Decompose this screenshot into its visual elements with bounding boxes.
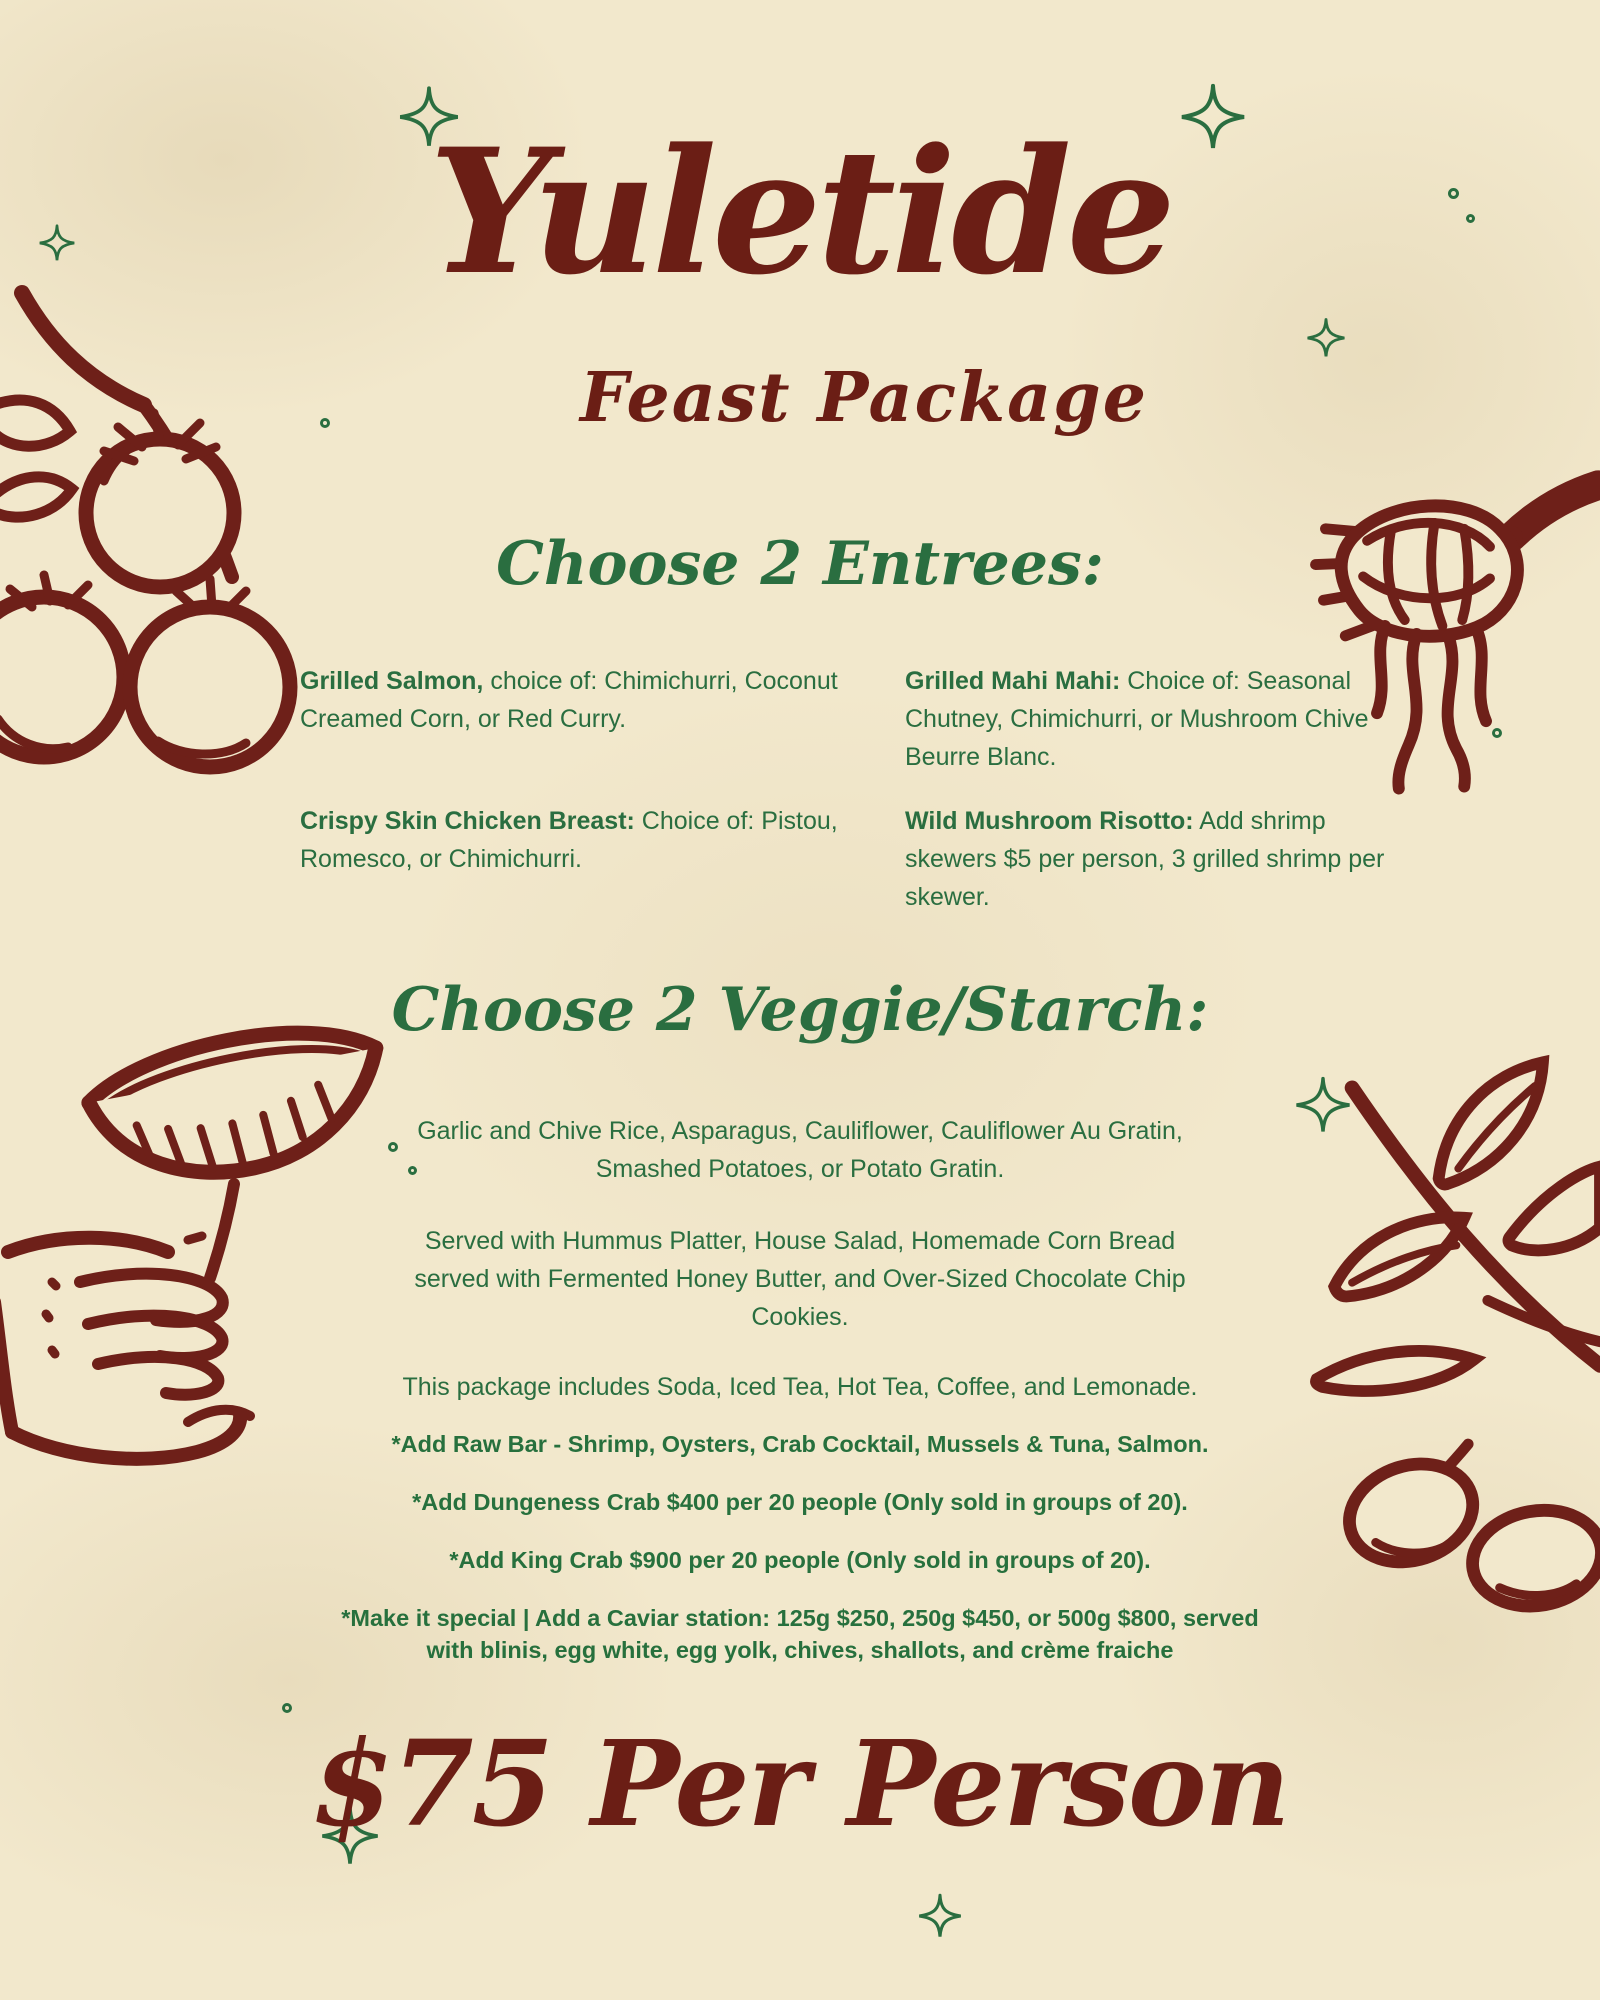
page-title: Yuletide [428, 110, 1172, 313]
addon-dungeness-crab: *Add Dungeness Crab $400 per 20 people (Only sold in groups of 20). [412, 1489, 1188, 1515]
addon-raw-bar: *Add Raw Bar - Shrimp, Oysters, Crab Cocktail, Mussels & Tuna, Salmon. [391, 1431, 1209, 1457]
entrees-list [300, 662, 1405, 916]
page-subtitle: Feast Package [579, 358, 1148, 438]
entree-name: Crispy Skin Chicken Breast: [300, 807, 635, 835]
veggie-options-line: Garlic and Chive Rice, Asparagus, Cauliflower, Cauliflower Au Gratin, Smashed Potatoes, or Potato Gratin. [417, 1117, 1183, 1183]
entree-desc: choice of: Chimichurri, Coconut Creamed Corn, or Red Curry. [300, 667, 838, 733]
tomatoes-illustration [0, 285, 312, 765]
entree-item-wild-mushroom-risotto [905, 802, 1405, 916]
sparkle-icon [922, 1898, 958, 1934]
entree-item-crispy-skin-chicken [300, 802, 845, 916]
entree-name: Grilled Mahi Mahi: [905, 667, 1121, 695]
veggie-starch-heading: Choose 2 Veggie/Starch: [391, 975, 1209, 1045]
entree-name: Grilled Salmon, [300, 667, 484, 695]
served-with-line: Served with Hummus Platter, House Salad, Homemade Corn Bread served with Fermented Honey Butter, and Over-Sized Chocolate Chip Cookies. [414, 1227, 1186, 1331]
entree-desc: Choice of: Seasonal Chutney, Chimichurri, or Mushroom Chive Beurre Blanc. [905, 667, 1369, 771]
entrees-heading: Choose 2 Entrees: [496, 529, 1104, 599]
entree-desc: Add shrimp skewers $5 per person, 3 grilled shrimp per skewer. [905, 807, 1385, 911]
price-per-person: $75 Per Person [311, 1714, 1289, 1853]
entree-item-grilled-mahi-mahi [905, 662, 1405, 776]
dot-icon [282, 1703, 292, 1713]
entree-item-grilled-salmon [300, 662, 845, 776]
entree-name: Wild Mushroom Risotto: [905, 807, 1194, 835]
beverages-line: This package includes Soda, Iced Tea, Hot Tea, Coffee, and Lemonade. [402, 1373, 1198, 1401]
addon-king-crab: *Add King Crab $900 per 20 people (Only sold in groups of 20). [449, 1547, 1151, 1573]
addon-caviar-station: *Make it special | Add a Caviar station: 125g $250, 250g $450, or 500g $800, served with blinis, egg white, egg yolk, chives, shallots, and crème fraiche [341, 1605, 1259, 1663]
package-details [0, 1112, 1600, 1666]
sparkle-icon [1310, 322, 1342, 354]
entree-desc: Choice of: Pistou, Romesco, or Chimichurri. [300, 807, 838, 873]
